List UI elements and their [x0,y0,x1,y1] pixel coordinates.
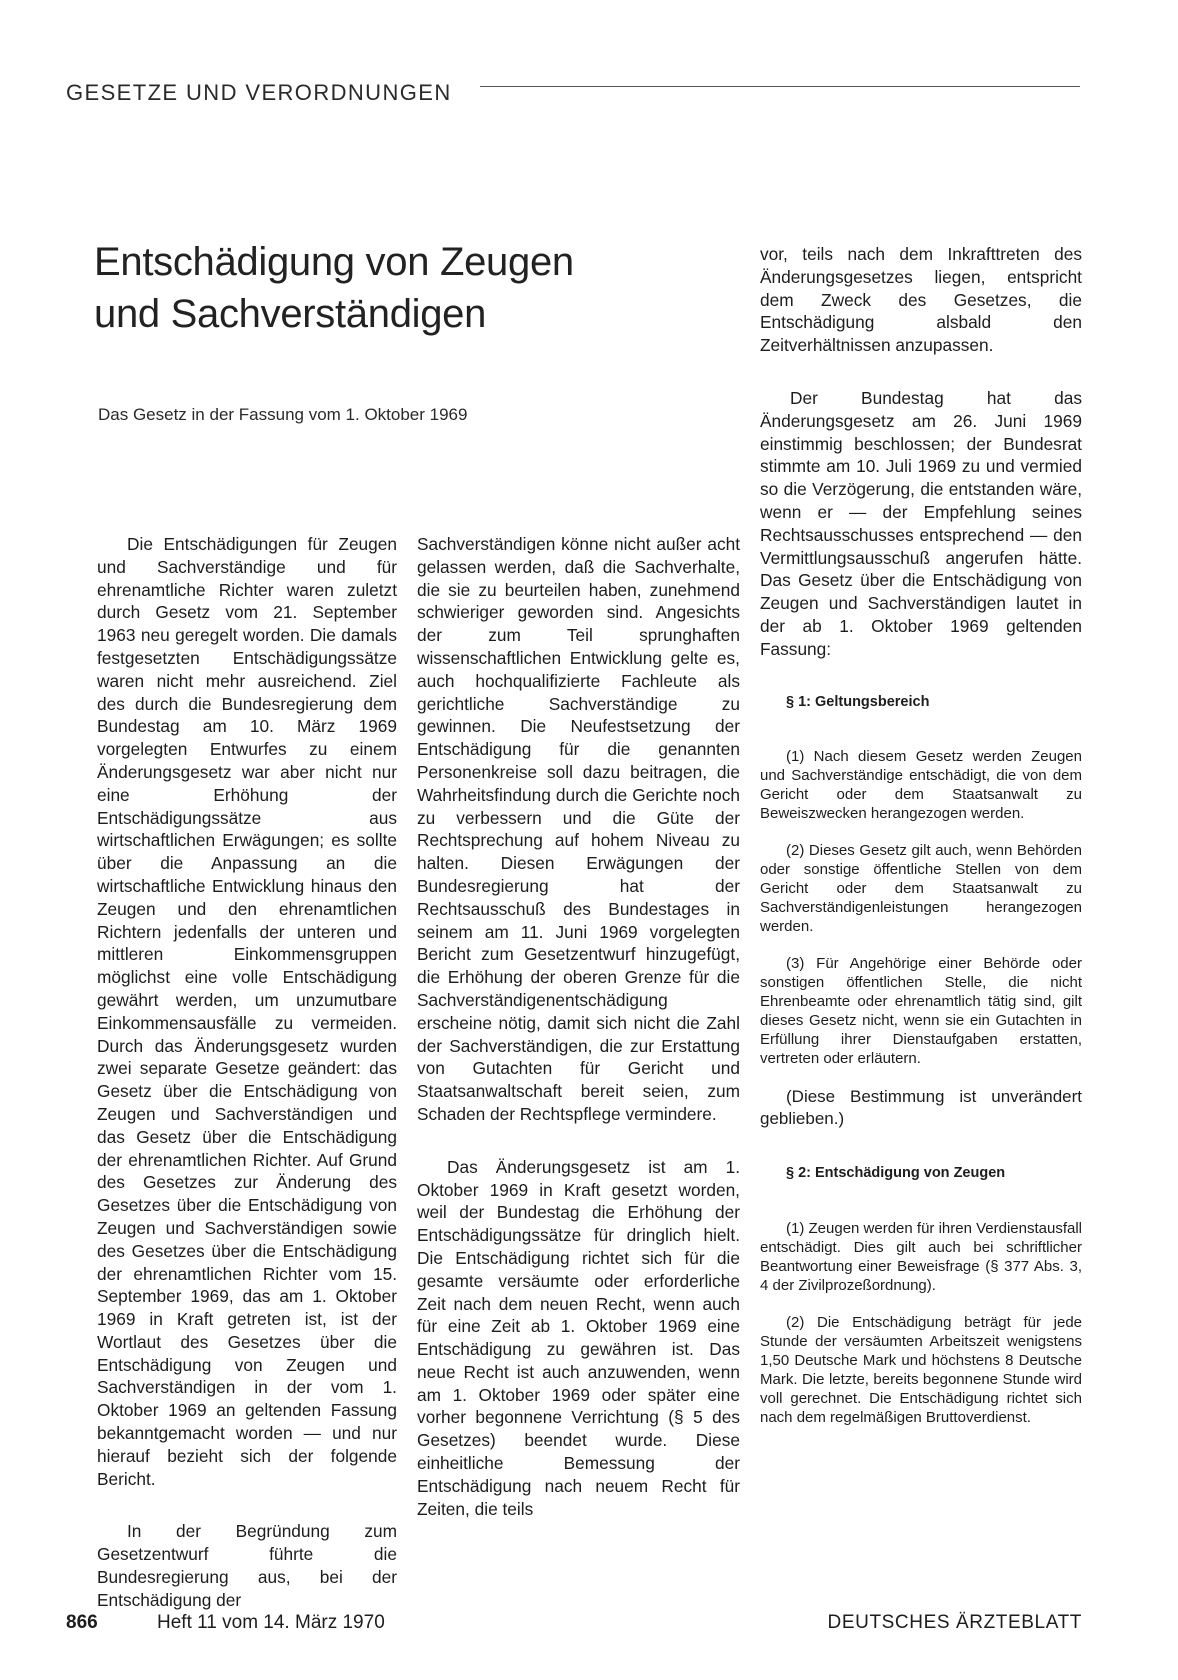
column-3 [760,243,1082,1445]
journal-name: DEUTSCHES ÄRZTEBLATT [827,1612,1082,1633]
paragraph: Die Entschädigungen für Zeugen und Sachverständige und für ehrenamtliche Richter waren zuletzt durch Gesetz vom 21. September 1963 neu geregelt worden. Die damals festgesetzten Entschädigungssätze waren nicht mehr ausreichend. Ziel des durch die Bundesregierung dem Bundestag am 10. März 1969 vorgelegten Entwurfes zu einem Änderungsgesetz war aber nicht nur eine Erhöhung der Entschädigungssätze aus wirtschaftlichen Erwägungen; es sollte über die Anpassung an die wirtschaftliche Entwicklung hinaus den Zeugen und den ehrenamtlichen Richtern jedenfalls der unteren und mittleren Einkommensgruppen möglichst eine volle Entschädigung gewährt werden, um unzumutbare Einkommensausfälle zu vermeiden. Durch das Änderungsgesetz wurden zwei separate Gesetze geändert: das Gesetz über die Entschädigung von Zeugen und Sachverständigen und das Gesetz über die Entschädigung der ehrenamtlichen Richter. Auf Grund des Gesetzes zur Änderung des Gesetzes über die Entschädigung von Zeugen und Sachverständigen sowie des Gesetzes über die Entschädigung der ehrenamtlichen Richter vom 15. September 1969, das am 1. Oktober 1969 in Kraft getreten ist, ist der Wortlaut des Gesetzes über die Entschädigung von Zeugen und Sachverständigen in der vom 1. Oktober 1969 an geltenden Fassung bekanntgemacht worden — und nur hierauf bezieht sich der folgende Bericht. [97,534,397,1489]
column-2 [417,533,740,1550]
section-label: GESETZE UND VERORDNUNGEN [66,80,452,105]
paragraph: Der Bundestag hat das Änderungsgesetz am 26. Juni 1969 einstimmig beschlossen; der Bundesrat stimmte am 10. Juli 1969 zu und vermied so die Verzögerung, die entstanden wäre, wenn er — der Empfehlung seines Rechtsausschusses entsprechend — den Vermittlungsausschuß angerufen hätte. Das Gesetz über die Entschädigung von Zeugen und Sachverständigen lautet in der ab 1. Oktober 1969 geltenden Fassung: [760,387,1082,659]
law-paragraph: (1) Nach diesem Gesetz werden Zeugen und Sachverständige entschädigt, die von dem Gericht oder dem Staatsanwalt zu Beweiszwecken herangezogen werden. [760,748,1082,823]
paragraph: vor, teils nach dem Inkrafttreten des Änderungsgesetzes liegen, entspricht dem Zweck des Gesetzes, die Entschädigung alsbald den Zeitverhältnissen anzupassen. [760,244,1082,356]
law-paragraph: (1) Zeugen werden für ihren Verdienstausfall entschädigt. Dies gilt auch bei schriftlicher Beantwortung einer Beweisfrage (§ 377 Abs. 3, 4 der Zivilprozeßordnung). [760,1220,1083,1295]
issue-info: Heft 11 vom 14. März 1970 [157,1612,385,1633]
title-line-2: und Sachverständigen [94,292,487,336]
law-paragraph: (2) Die Entschädigung beträgt für jede Stunde der versäumten Arbeitszeit wenigstens 1,50 Deutsche Mark und höchstens 8 Deutsche Mark. Die letzte, bereits begonnene Stunde wird voll gerechnet. Die Entschädigung richtet sich nach dem regelmäßigen Bruttoverdienst. [760,1314,1082,1427]
paragraph: Sachverständigen könne nicht außer acht gelassen werden, daß die Sachverhalte, die sie zu beurteilen haben, zunehmend schwieriger geworden sind. Angesichts der zum Teil sprunghaften wissenschaftlichen Entwicklung gelte es, auch hochqualifizierte Fachleute als gerichtliche Sachverständige zu gewinnen. Die Neufestsetzung der Entschädigung für die genannten Personenkreise soll dazu beitragen, die Wahrheitsfindung durch die Gerichte noch zu verbessern und die Güte der Rechtsprechung auf hohem Niveau zu halten. Diesen Erwägungen der Bundesregierung hat der Rechtsausschuß des Bundestages in seinem am 11. Juni 1969 vorgelegten Bericht zum Gesetzentwurf hinzugefügt, die Erhöhung der oberen Grenze für die Sachverständigenentschädigung erscheine nötig, damit sich nicht die Zahl der Sachverständigen, die zur Erstattung von Gutachten für Gericht und Staatsanwaltschaft bereit seien, zum Schaden der Rechtspflege vermindere. [417,534,740,1124]
article-subtitle: Das Gesetz in der Fassung vom 1. Oktober 1969 [98,405,468,424]
law-paragraph: (2) Dieses Gesetz gilt auch, wenn Behörden oder sonstige öffentliche Stellen von dem Gericht oder dem Staatsanwalt zu Sachverständigenleistungen herangezogen werden. [760,842,1082,936]
paragraph: In der Begründung zum Gesetzentwurf führte die Bundesregierung aus, bei der Entschädigung der [97,1521,397,1610]
section-heading: § 2: Entschädigung von Zeugen [786,1165,1006,1182]
section-rule [480,86,1080,87]
paragraph: Das Änderungsgesetz ist am 1. Oktober 1969 in Kraft gesetzt worden, weil der Bundestag die Erhöhung der Entschädigungssätze für dringlich hielt. Die Entschädigung richtet sich für die gesamte versäumte oder erforderliche Zeit nach dem neuen Recht, wenn auch für eine Zeit ab 1. Oktober 1969 eine Entschädigung zu gewähren ist. Das neue Recht ist auch anzuwenden, wenn am 1. Oktober 1969 oder später eine vorher begonnene Verrichtung (§ 5 des Gesetzes) beendet wurde. Diese einheitliche Bemessung der Entschädigung nach neuem Recht für Zeiten, die teils [417,1156,740,1519]
column-1 [97,533,397,1642]
editorial-note: (Diese Bestimmung ist unverändert geblieben.) [760,1087,1082,1129]
law-paragraph: (3) Für Angehörige einer Behörde oder sonstigen öffentlichen Stelle, die nicht Ehrenbeamte oder ehrenamtlich tätig sind, gilt dieses Gesetz nicht, wenn sie ein Gutachten in Erfüllung ihrer Dienstaufgaben erstatten, vertreten oder erläutern. [760,955,1082,1068]
page-number: 866 [66,1612,98,1633]
title-line-1: Entschädigung von Zeugen [94,240,574,284]
section-heading: § 1: Geltungsbereich [786,693,930,710]
article-title [94,236,694,340]
